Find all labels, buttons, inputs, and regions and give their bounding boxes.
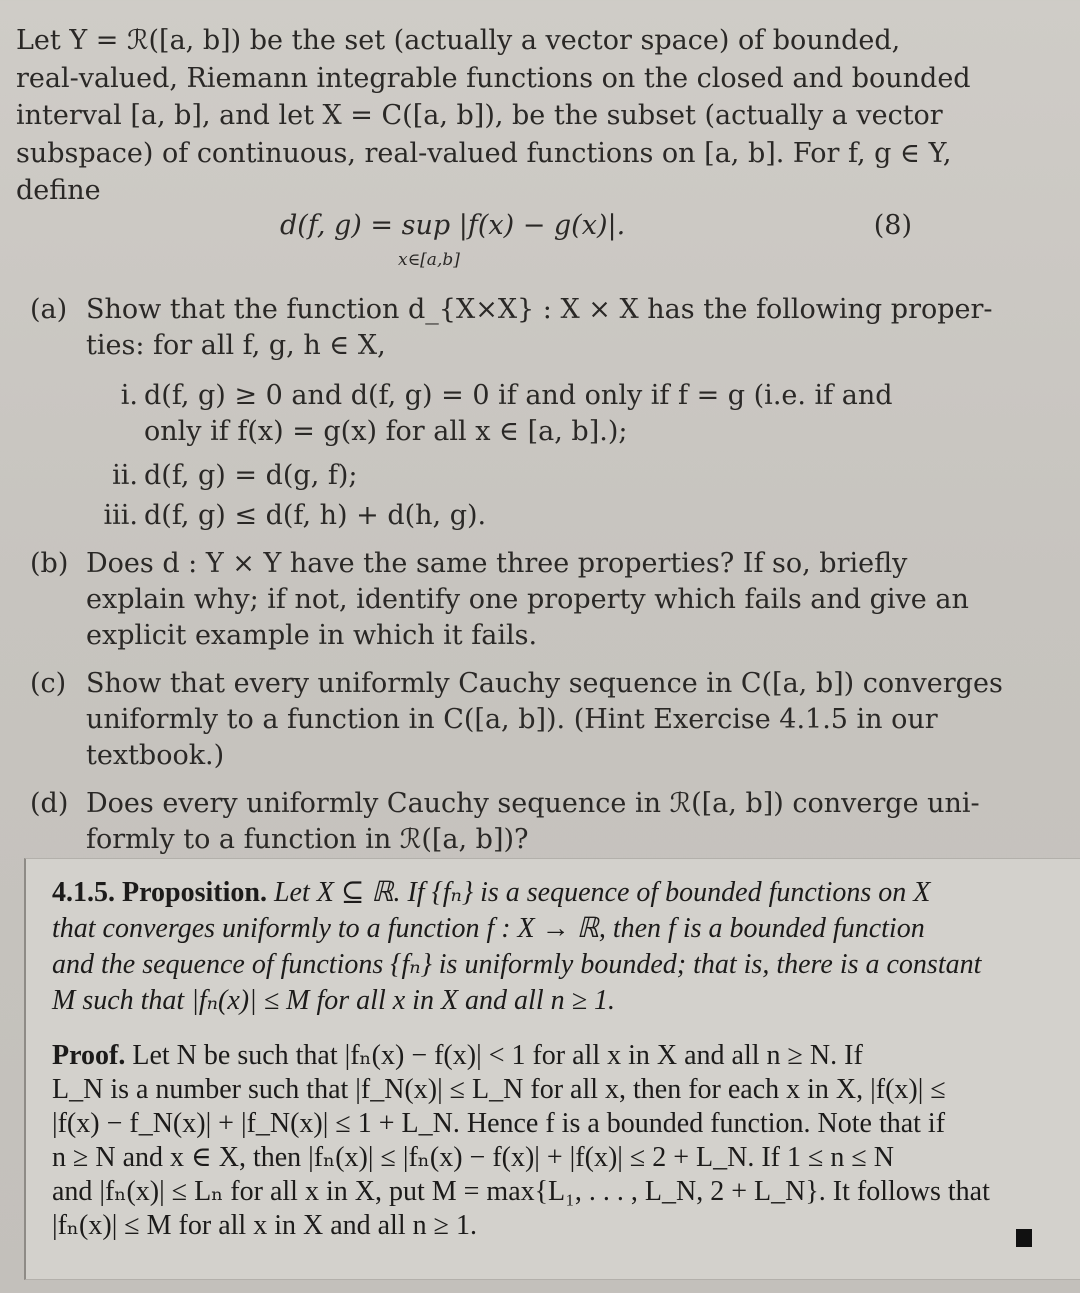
proof-title: Proof. [52,1040,126,1071]
part-text: Does every uniformly Cauchy sequence in ℛ([a, b]) converge uni- [86,788,980,819]
proposition-title: 4.1.5. Proposition. [52,877,267,908]
subitem-label: i. [120,380,138,411]
proposition [52,875,1052,1019]
part-label: (a) [30,294,68,325]
part-text: textbook.) [86,740,225,771]
intro-line: subspace) of continuous, real-valued functions on [a, b]. For f, g ∈ Y, [16,137,952,169]
equation-subscript: x∈[a,b] [398,250,460,270]
proposition-text: that converges uniformly to a function f : X → ℝ, then f is a bounded function [52,913,925,944]
intro-line: real-valued, Riemann integrable functions on the closed and bounded [16,62,971,94]
textbook-excerpt [24,858,1080,1280]
part-text: explicit example in which it fails. [86,620,538,651]
proof [52,1039,1052,1243]
proof-text: n ≥ N and x ∈ X, then |fₙ(x)| ≤ |fₙ(x) − f(x)| + |f(x)| ≤ 2 + L_N. If 1 ≤ n ≤ N [52,1142,894,1173]
subitem-label: ii. [112,460,138,491]
proof-text: |f(x) − f_N(x)| + |f_N(x)| ≤ 1 + L_N. Hence f is a bounded function. Note that if [52,1108,946,1139]
proposition-text: M such that |fₙ(x)| ≤ M for all x in X and all n ≥ 1. [52,985,615,1016]
display-equation [280,210,920,274]
part-text: explain why; if not, identify one property which fails and give an [86,584,969,615]
proof-text: Let N be such that |fₙ(x) − f(x)| < 1 for all x in X and all n ≥ N. If [132,1040,863,1071]
subitem-text: only if f(x) = g(x) for all x ∈ [a, b].); [144,416,628,447]
part-text: Show that the function d_{X×X} : X × X has the following proper- [86,294,993,325]
proof-text: L_N is a number such that |f_N(x)| ≤ L_N for all x, then for each x in X, |f(x)| ≤ [52,1074,946,1105]
problem-intro [16,22,971,210]
part-text: ties: for all f, g, h ∈ X, [86,330,386,361]
subitem-text: d(f, g) = d(g, f); [144,460,358,491]
part-label: (d) [30,788,69,819]
subitem-label: iii. [103,500,138,531]
proposition-text: and the sequence of functions {fₙ} is uniformly bounded; that is, there is a constant [52,949,982,980]
subitem-text: d(f, g) ≤ d(f, h) + d(h, g). [144,500,487,531]
equation-number: (8) [873,210,912,241]
subitem-text: d(f, g) ≥ 0 and d(f, g) = 0 if and only if f = g (i.e. if and [144,380,893,411]
proposition-text: Let X ⊆ ℝ. If {fₙ} is a sequence of bounded functions on X [273,877,931,908]
part-text: Show that every uniformly Cauchy sequence in C([a, b]) converges [86,668,1003,699]
intro-line: interval [a, b], and let X = C([a, b]), be the subset (actually a vector [16,100,943,131]
proof-text: |fₙ(x)| ≤ M for all x in X and all n ≥ 1. [52,1210,477,1241]
part-text: Does d : Y × Y have the same three properties? If so, briefly [86,548,908,579]
intro-line: Let Y = ℛ([a, b]) be the set (actually a vector space) of bounded, [16,25,901,56]
part-text: uniformly to a function in C([a, b]). (Hint Exercise 4.1.5 in our [86,704,938,735]
equation-body: d(f, g) = sup |f(x) − g(x)|. [280,210,626,241]
part-text: formly to a function in ℛ([a, b])? [86,824,529,855]
intro-line: define [16,175,101,206]
part-label: (b) [30,548,69,579]
proof-text: and |fₙ(x)| ≤ Lₙ for all x in X, put M = max{L₁, . . . , L_N, 2 + L_N}. It follows that [52,1176,990,1207]
qed-square-icon [1016,1229,1032,1247]
part-label: (c) [30,668,67,699]
